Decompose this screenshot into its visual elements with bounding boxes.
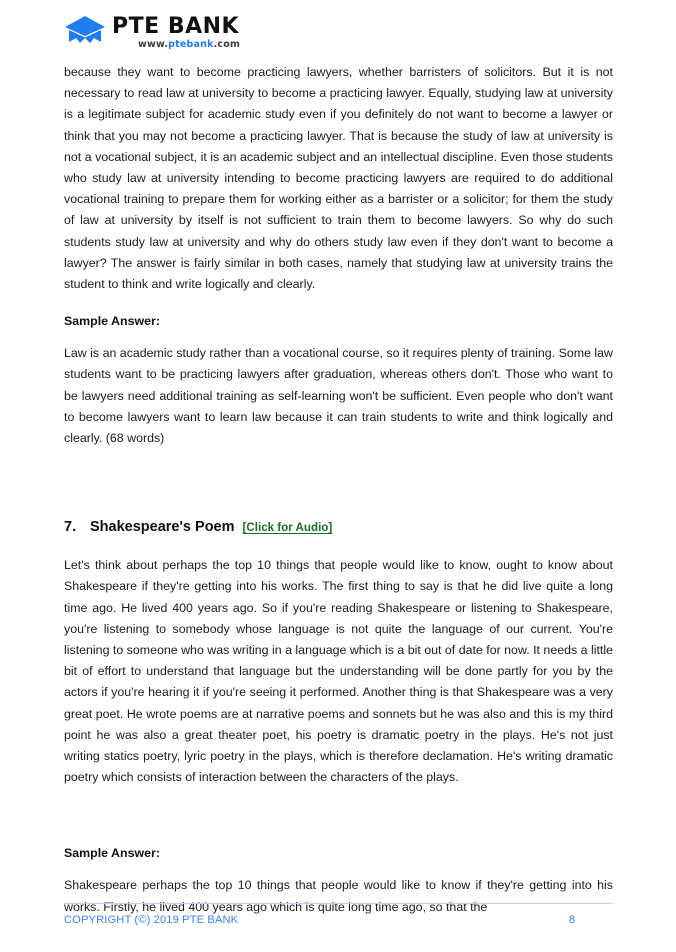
footer-divider: [64, 903, 613, 904]
graduation-cap-icon: [64, 14, 106, 50]
brand-website: [112, 40, 240, 50]
page-footer: [0, 903, 676, 926]
sample-answer-label-1: Sample Answer:: [64, 314, 160, 329]
sample-answer-label-2: Sample Answer:: [64, 846, 160, 861]
sample-answer-text-2: Shakespeare perhaps the top 10 things that people would like to know if they're getting into his works. Firstly, he lived 400 years ago which is quite long time ago, so that the: [64, 878, 613, 914]
spacer: [64, 863, 613, 875]
section-body-paragraph: Let's think about perhaps the top 10 things that people would like to know, ought to know about Shakespeare if they're getting into his works. The first thing to say is that he did live quite a long time ago. He lived 400 years ago. So if you're reading Shakespeare or listening to Shakespeare, you're listening to somebody whose language is not quite the language of our current. You're listening to someone who was writing in a language which is a bit out of date for now. It needs a little bit of effort to understand that language but the understanding will be done partly for you by the actors if you're hearing it if you're seeing it performed. Another thing is that Shakespeare was a very great poet. He wrote poems are at narrative poems and sonnets but he was also and this is my third point he was also a great theater poet, his poetry is dramatic poetry in the plays. He's not just writing statics poetry, lyric poetry in the plays, which is therefore declamation. He's writing dramatic poetry which consists of interaction between the characters of the plays.: [64, 558, 613, 785]
page-content: [0, 62, 676, 918]
footer-row: [64, 914, 613, 926]
section-number: 7.: [64, 519, 77, 536]
website-brand: ptebank: [168, 38, 214, 50]
section-title: Shakespeare's Poem: [90, 519, 235, 536]
brand-text: [112, 15, 240, 50]
website-suffix: .com: [213, 38, 241, 50]
continued-paragraph: because they want to become practicing lawyers, whether barristers of solicitors. But it is not necessary to read law at university to become a practicing lawyer. Equally, studying law at university is a legitimate subject for academic study even if you definitely do not want to become a lawyer or think that you may not become a practicing lawyer. That is because the study of law at university is not a vocational subject, it is an academic subject and an intellectual discipline. Even those students who study law at university intending to become practicing lawyers are required to do additional vocational training to prepare them for working either as a barrister or a solicitor; for them the study of law at university by itself is not sufficient to train them to become lawyers. So why do such students study law at university and why do others study law even if they don't want to become a lawyer? The answer is fairly similar in both cases, namely that studying law at university trains the student to think and write logically and clearly.: [64, 65, 613, 292]
page-header: [0, 0, 676, 62]
sample-answer-text-1: Law is an academic study rather than a vocational course, so it requires plenty of training. Some law students want to be practicing lawyers after graduation, whereas others don't. Those who want to be lawyers need additional training as self-learning won't be sufficient. Even people who don't want to become lawyers want to learn law because it can train students to write and think logically and clearly. (68 words): [64, 346, 613, 446]
brand-name: PTE BANK: [112, 13, 240, 39]
page-number: 8: [568, 914, 575, 926]
spacer: [64, 788, 613, 843]
spacer: [64, 449, 613, 519]
section-heading-shakespeare: [64, 519, 613, 535]
click-for-audio-link[interactable]: [Click for Audio]: [242, 521, 333, 535]
spacer: [64, 331, 613, 343]
spacer: [64, 535, 613, 555]
website-prefix: www.: [138, 38, 169, 50]
copyright-text: COPYRIGHT (©) 2019 PTE BANK: [64, 914, 239, 926]
spacer: [64, 295, 613, 311]
brand-logo: [64, 14, 676, 50]
